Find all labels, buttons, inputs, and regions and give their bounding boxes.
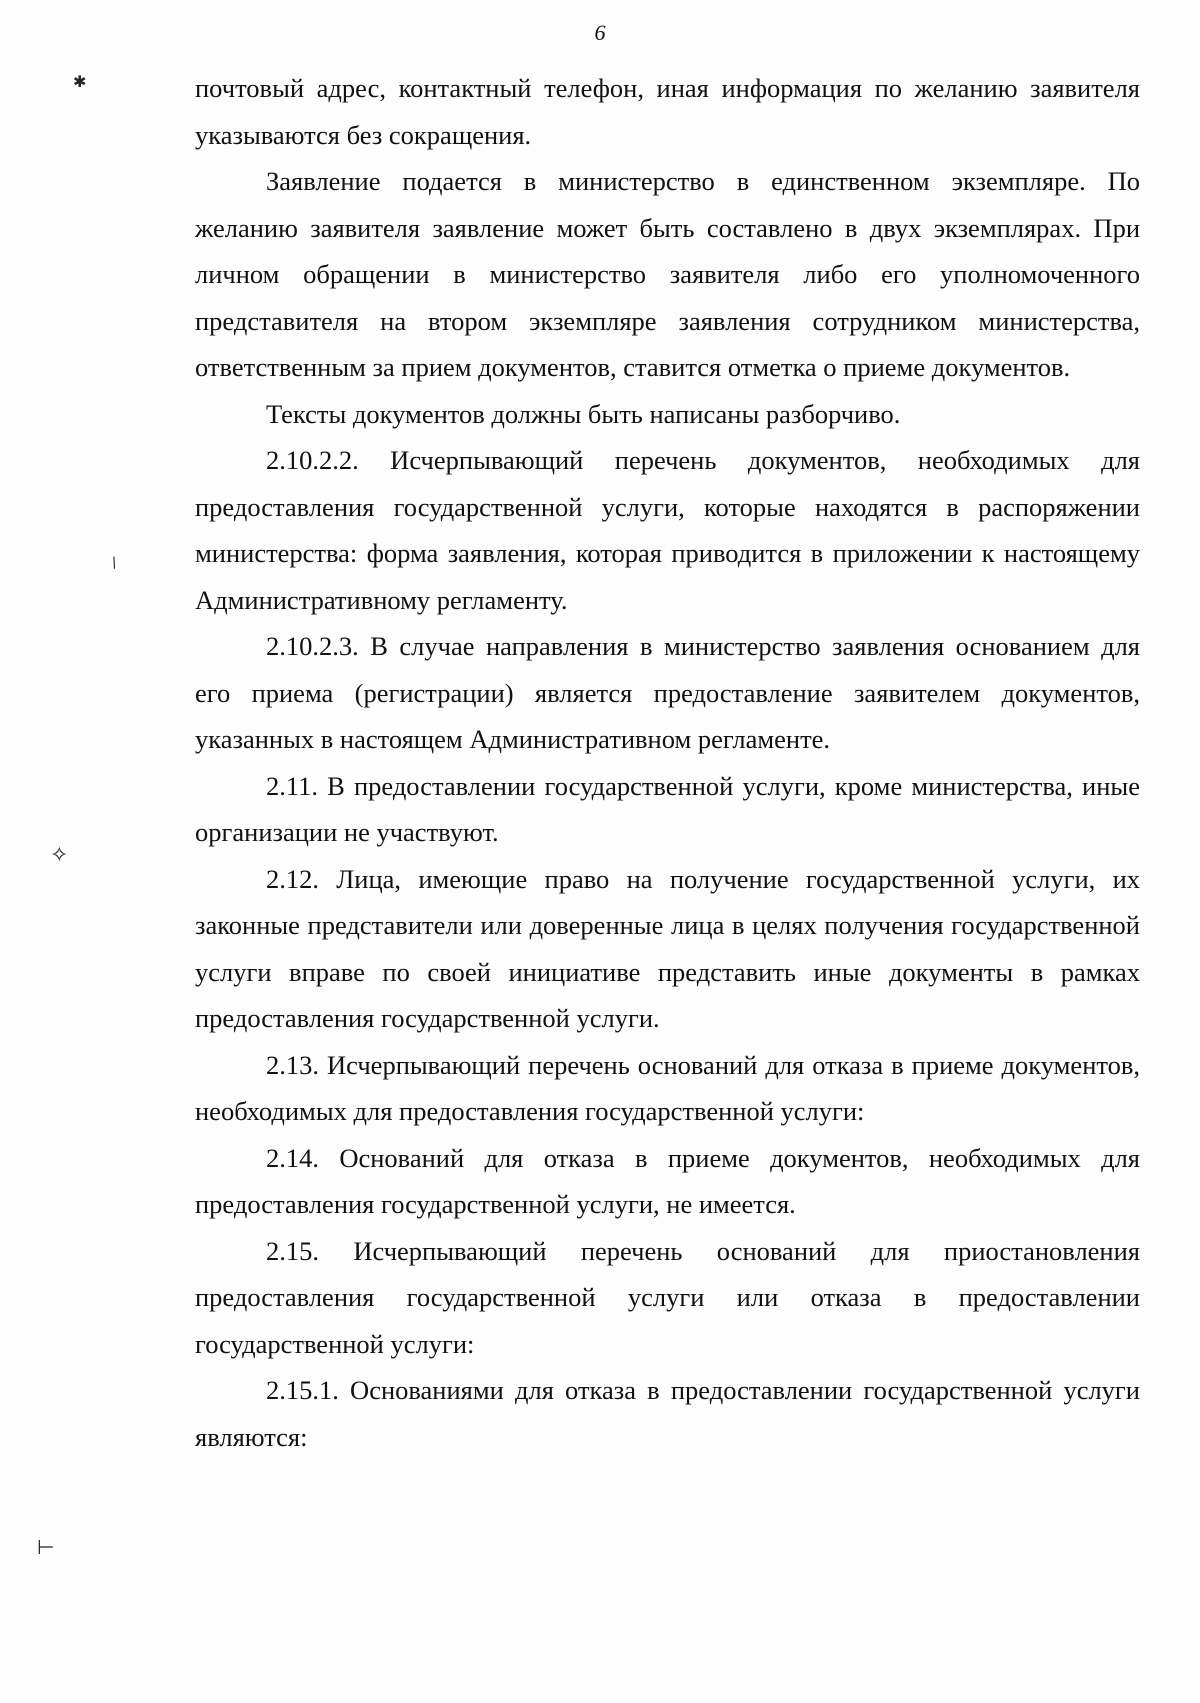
paragraph-5: 2.11. В предоставлении государственной услуги, кроме министерства, иные организации не участвуют.: [195, 770, 1140, 847]
paragraph-8: 2.14. Оснований для отказа в приеме документов, необходимых для предоставления государственной услуги, не имеется.: [195, 1142, 1140, 1219]
scan-stroke-mark: /: [109, 554, 120, 572]
paragraph-10: 2.15.1. Основаниями для отказа в предоставлении государственной услуги являются:: [195, 1375, 1140, 1452]
paragraph-7: 2.13. Исчерпывающий перечень оснований для отказа в приеме документов, необходимых для предоставления государственной услуги:: [195, 1049, 1140, 1126]
paragraph-2: Тексты документов должны быть написаны разборчиво.: [266, 398, 901, 429]
paragraph-4: 2.10.2.3. В случае направления в министерство заявления основанием для его приема (регистрации) является предоставление заявителем документов, указанных в настоящем Административном регламенте.: [195, 631, 1140, 754]
paragraph-0: почтовый адрес, контактный телефон, иная информация по желанию заявителя указываются без сокращения.: [195, 73, 1140, 150]
scan-margin-mark: ⊢: [37, 1535, 55, 1559]
paragraph-9: 2.15. Исчерпывающий перечень оснований для приостановления предоставления государственной услуги или отказа в предоставлении государственной услуги:: [195, 1235, 1140, 1359]
page-number: 6: [594, 20, 606, 45]
paragraph-6: 2.12. Лица, имеющие право на получение государственной услуги, их законные представители или доверенные лица в целях получения государственной услуги вправе по своей инициативе представить иные документы в рамках предоставления государственной услуги.: [195, 863, 1140, 1033]
scan-hole-mark: ✧: [50, 843, 69, 868]
scan-speck-mark: ✱: [73, 72, 87, 91]
paragraph-1: Заявление подается в министерство в единственном экземпляре. По желанию заявителя заявление может быть составлено в двух экземплярах. При личном обращении в министерство заявителя либо его уполномоченного представителя на втором экземпляре заявления сотрудником министерства, ответственным за прием документов, ставится отметка о приеме документов.: [195, 166, 1140, 382]
document-body: [195, 65, 1140, 1460]
paragraph-3: 2.10.2.2. Исчерпывающий перечень документов, необходимых для предоставления государственной услуги, которые находятся в распоряжении министерства: форма заявления, которая приводится в приложении к настоящему Административному регламенту.: [195, 445, 1140, 615]
